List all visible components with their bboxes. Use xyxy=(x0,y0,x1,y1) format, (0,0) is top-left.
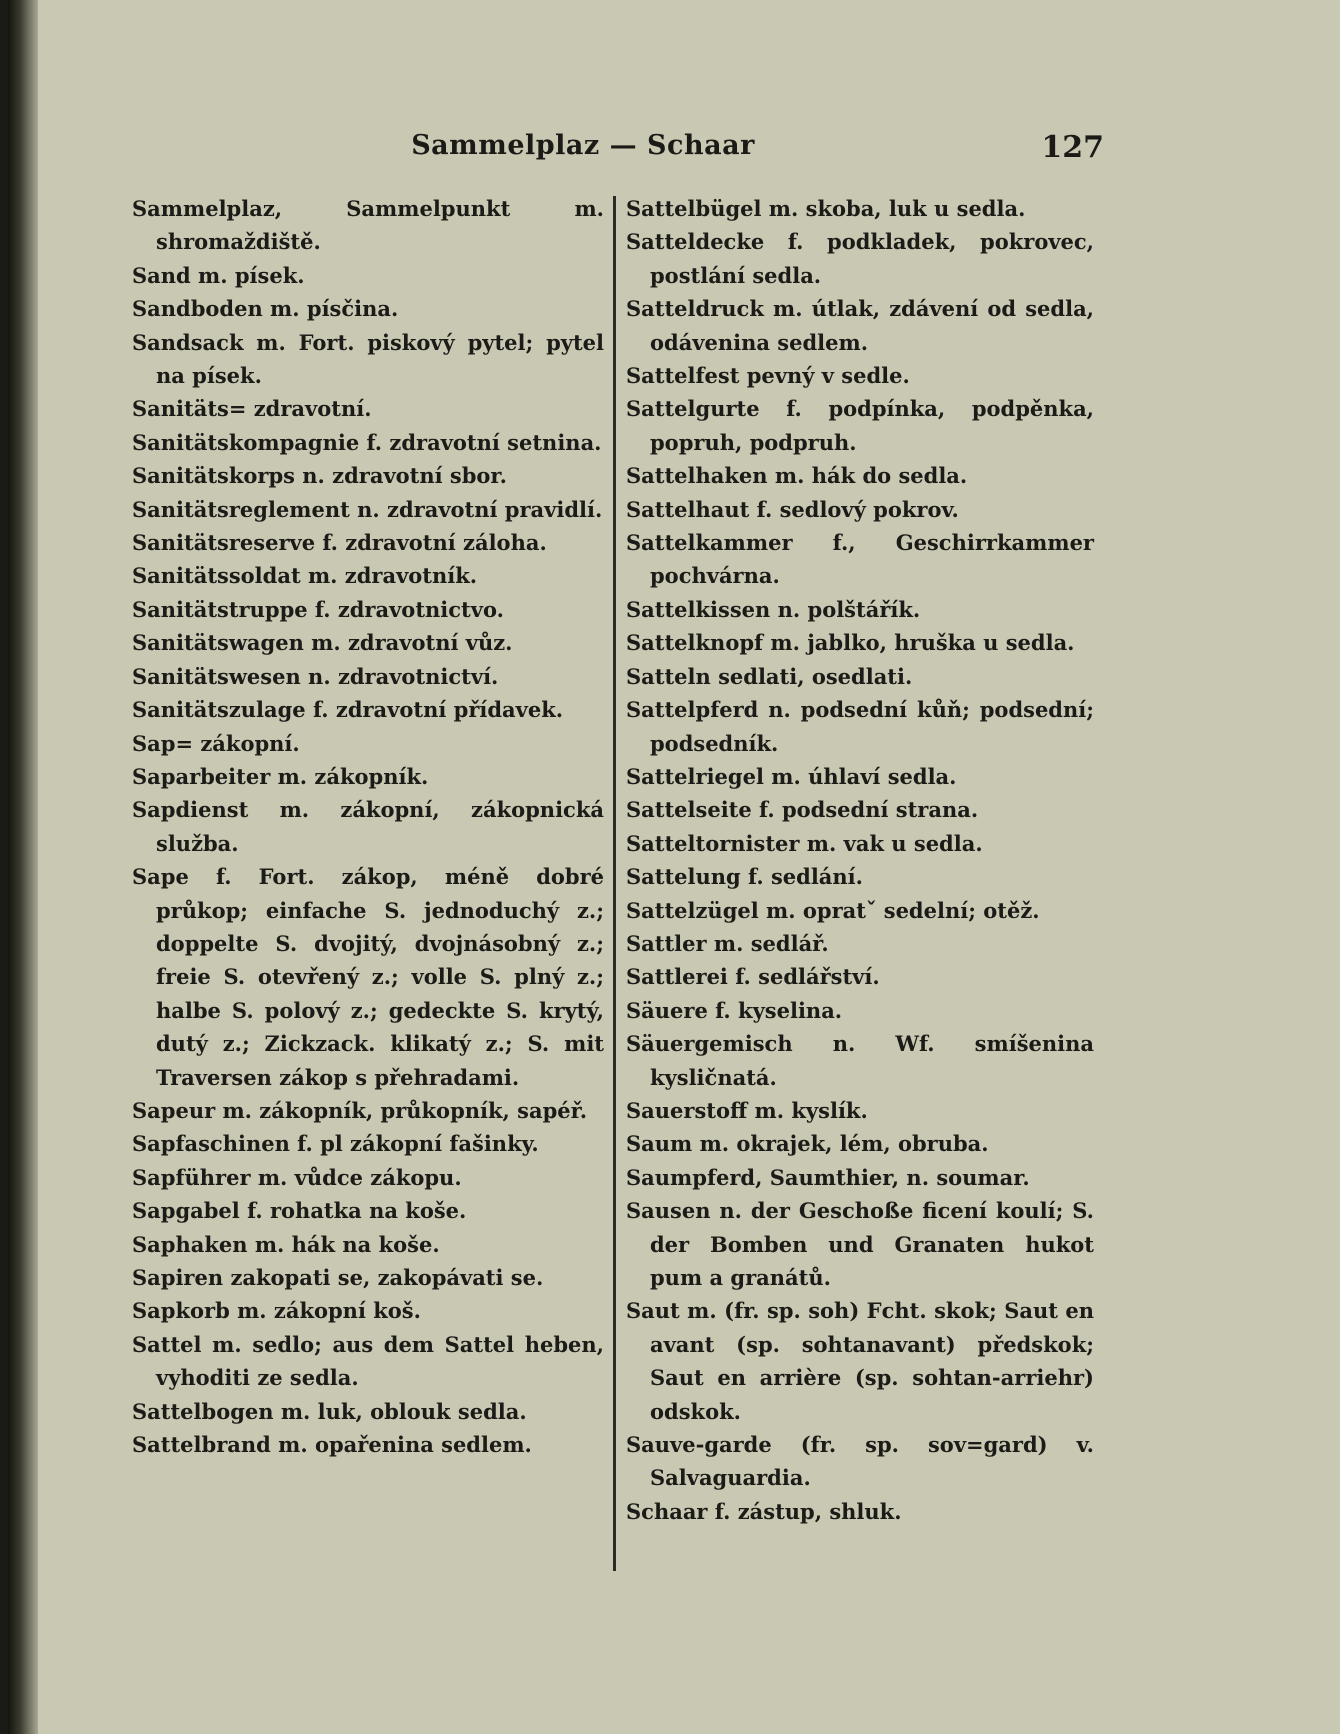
dictionary-entry: Sanitätskompagnie f. zdravotní setnina. xyxy=(132,429,602,455)
dictionary-entry: Sattelhaken m. hák do sedla. xyxy=(626,463,968,489)
dictionary-entry: Sauve-garde (fr. sp. sov=gard) v. Salvaguardia. xyxy=(626,1432,1094,1491)
dictionary-entry: Sapiren zakopati se, zakopávati se. xyxy=(132,1265,544,1290)
dictionary-entry: Sattelgurte f. podpínka, podpěnka, popruh, podpruh. xyxy=(626,396,1094,455)
dictionary-entry: Satteln sedlati, osedlati. xyxy=(626,663,913,689)
dictionary-entry: Sand m. písek. xyxy=(132,262,305,288)
dictionary-entry: Saum m. okrajek, lém, obruba. xyxy=(626,1131,989,1157)
dictionary-entry: Sanitäts= zdravotní. xyxy=(132,396,372,422)
dictionary-entry: Sanitätsreglement n. zdravotní pravidlí. xyxy=(132,496,603,522)
dictionary-entry: Sandsack m. Fort. piskový pytel; pytel na písek. xyxy=(132,329,604,389)
dictionary-entry: Sattelbrand m. opařenina sedlem. xyxy=(132,1432,532,1458)
dictionary-entry: Sattelbogen m. luk, oblouk sedla. xyxy=(132,1398,527,1424)
dictionary-entry: Schaar f. zástup, shluk. xyxy=(626,1498,902,1524)
dictionary-entry: Sattelpferd n. podsední kůň; podsední; podsedník. xyxy=(626,697,1094,756)
dictionary-entry: Säuergemisch n. Wf. smíšenina kysličnatá. xyxy=(626,1031,1094,1090)
dictionary-entry: Sattelhaut f. sedlový pokrov. xyxy=(626,496,959,522)
dictionary-entry: Sapfaschinen f. pl zákopní fašinky. xyxy=(132,1131,539,1157)
dictionary-entry: Säuere f. kyselina. xyxy=(626,997,843,1023)
dictionary-entry: Satteldruck m. útlak, zdávení od sedla, odávenina sedlem. xyxy=(626,296,1094,355)
dictionary-entry: Satteltornister m. vak u sedla. xyxy=(626,830,983,856)
dictionary-entry: Sapkorb m. zákopní koš. xyxy=(132,1298,421,1324)
page-number: 127 xyxy=(1041,130,1104,165)
dictionary-entry: Sape f. Fort. zákop, méně dobré průkop; einfache S. jednoduchý z.; doppelte S. dvojitý, dvojnásobný z.; freie S. otevřený z.; volle S. plný z.; halbe S. polový z.; gedeckte S. krytý, dutý z.; Zickzack. klikatý z.; S. mit Traversen zákop s přehradami. xyxy=(132,864,604,1090)
column-divider xyxy=(613,196,616,1571)
dictionary-entry: Sanitätstruppe f. zdravotnictvo. xyxy=(132,596,504,622)
dictionary-entry: Sanitätsreserve f. zdravotní záloha. xyxy=(132,530,547,556)
page-title: Sammelplaz — Schaar xyxy=(411,130,755,161)
dictionary-entry: Sattelung f. sedlání. xyxy=(626,864,863,890)
dictionary-entry: Sauerstoff m. kyslík. xyxy=(626,1097,868,1123)
dictionary-page xyxy=(8,0,1340,1734)
dictionary-entry: Sattelseite f. podsední strana. xyxy=(626,797,979,823)
dictionary-entry: Saumpferd, Saumthier, n. soumar. xyxy=(626,1164,1030,1190)
dictionary-entry: Sattelkammer f., Geschirrkammer pochvárna. xyxy=(626,530,1094,589)
dictionary-entry: Sattlerei f. sedlářství. xyxy=(626,964,880,990)
dictionary-entry: Sanitätswesen n. zdravotnictví. xyxy=(132,663,499,689)
dictionary-entry: Saparbeiter m. zákopník. xyxy=(132,763,429,789)
dictionary-entry: Sattelknopf m. jablko, hruška u sedla. xyxy=(626,630,1075,656)
dictionary-entry: Sattelbügel m. skoba, luk u sedla. xyxy=(626,196,1026,221)
dictionary-entry: Sattelriegel m. úhlaví sedla. xyxy=(626,763,957,789)
dictionary-entry: Sanitätszulage f. zdravotní přídavek. xyxy=(132,697,564,723)
dictionary-entry: Sapeur m. zákopník, průkopník, sapéř. xyxy=(132,1097,588,1123)
left-column xyxy=(132,192,604,1461)
dictionary-entry: Saut m. (fr. sp. soh) Fcht. skok; Saut en avant (sp. sohtanavant) předskok; Saut en arrière (sp. sohtan-arriehr) odskok. xyxy=(626,1298,1094,1424)
dictionary-entry: Sausen n. der Geschoße ficení koulí; S. der Bomben und Granaten hukot pum a granátů. xyxy=(626,1198,1094,1290)
right-column xyxy=(626,192,1094,1528)
page-binding-shadow xyxy=(8,0,38,1734)
dictionary-entry: Sandboden m. písčina. xyxy=(132,296,399,322)
dictionary-entry: Sanitätssoldat m. zdravotník. xyxy=(132,563,478,589)
dictionary-entry: Sattelfest pevný v sedle. xyxy=(626,363,910,389)
running-header xyxy=(68,130,1104,166)
dictionary-entry: Sattler m. sedlář. xyxy=(626,930,829,956)
dictionary-entry: Sapgabel f. rohatka na koše. xyxy=(132,1198,467,1224)
dictionary-entry: Sattelzügel m. opratˇ sedelní; otěž. xyxy=(626,897,1040,923)
dictionary-entry: Sanitätswagen m. zdravotní vůz. xyxy=(132,630,513,656)
dictionary-entry: Sattel m. sedlo; aus dem Sattel heben, vyhoditi ze sedla. xyxy=(132,1331,604,1391)
dictionary-entry: Sammelplaz, Sammelpunkt m. shromaždiště. xyxy=(132,196,604,255)
dictionary-entry: Sap= zákopní. xyxy=(132,730,300,756)
dictionary-entry: Saphaken m. hák na koše. xyxy=(132,1231,440,1257)
dictionary-entry: Sapführer m. vůdce zákopu. xyxy=(132,1164,462,1190)
dictionary-entry: Sanitätskorps n. zdravotní sbor. xyxy=(132,463,507,489)
dictionary-entry: Satteldecke f. podkladek, pokrovec, postlání sedla. xyxy=(626,229,1094,288)
dictionary-entry: Sattelkissen n. polštářík. xyxy=(626,596,921,622)
dictionary-entry: Sapdienst m. zákopní, zákopnická služba. xyxy=(132,797,604,856)
